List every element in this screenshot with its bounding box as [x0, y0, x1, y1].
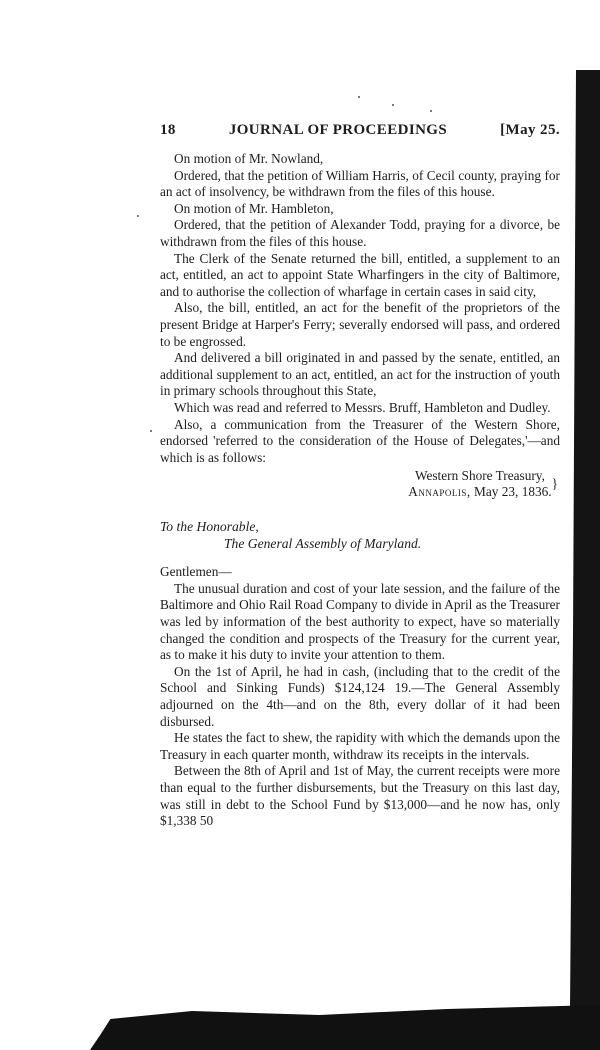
header-date: [May 25.: [500, 122, 560, 138]
page-number: 18: [160, 122, 176, 138]
paragraph: The unusual duration and cost of your late session, and the failure of the Baltimore and Ohio Rail Road Company to divide in April as the Treasurer was led by information of the best authority to expect, have so materially changed the condition and prospects of the Treasury for the current year, as to make it his duty to invite your attention to them.: [160, 580, 560, 663]
paragraph: On motion of Mr. Nowland,: [174, 151, 324, 166]
dateline-date: May 23, 1836.: [474, 484, 552, 500]
letter-address: [160, 518, 560, 552]
paragraph: Also, a communication from the Treasurer of the Western Shore, endorsed 'referred to the consideration of the House of Delegates,'—and which is as follows:: [160, 416, 560, 465]
paragraph: And delivered a bill originated in and passed by the senate, entitled, an additional supplement to an act, entitled, an act for the instruction of youth in primary schools throughout this State,: [160, 350, 560, 399]
paragraph: Also, the bill, entitled, an act for the benefit of the proprietors of the present Bridge at Harper's Ferry; severally endorsed will pass, and ordered to be engrossed.: [160, 300, 560, 349]
paragraph: Which was read and referred to Messrs. Bruff, Hambleton and Dudley.: [174, 399, 551, 415]
document-page: [160, 122, 560, 830]
ink-speck: [392, 104, 394, 106]
journal-body: [160, 151, 560, 466]
page-header: [160, 122, 560, 139]
dateline-office: Western Shore Treasury,: [414, 468, 545, 484]
ink-speck: [358, 96, 360, 98]
address-line: To the Honorable,: [160, 519, 259, 535]
salutation: Gentlemen—: [160, 564, 232, 580]
paragraph: He states the fact to shew, the rapidity with which the demands upon the Treasury in each quarter month, withdraw its receipts in the intervals.: [160, 730, 560, 762]
paragraph: Ordered, that the petition of Alexander Todd, praying for a divorce, be withdrawn from the files of this house.: [160, 217, 560, 249]
dateline-place: Annapolis,: [408, 484, 471, 500]
paragraph: Between the 8th of April and 1st of May, the current receipts were more than equal to the further disbursements, but the Treasury on this last day, was still in debt to the School Fund by $13,000—and he now has, only $1,338 50: [160, 763, 560, 829]
brace-glyph: }: [551, 475, 558, 491]
paragraph: On the 1st of April, he had in cash, (including that to the credit of the School and Sinking Funds) $124,124 19.—The General Assembly adjourned on the 4th—and on the 8th, every dollar of it had been disbursed.: [160, 663, 560, 729]
scan-shadow-bottom: [90, 1000, 600, 1050]
address-line: The General Assembly of Maryland.: [224, 536, 422, 552]
treasury-dateline: [160, 468, 560, 500]
ink-speck: [137, 215, 139, 217]
scan-shadow-right: [570, 70, 600, 1010]
paragraph: On motion of Mr. Hambleton,: [174, 200, 334, 216]
ink-speck: [430, 110, 432, 112]
paragraph: The Clerk of the Senate returned the bill, entitled, a supplement to an act, entitled, an act to appoint State Wharfingers in the city of Baltimore, and to authorise the collection of wharfage in certain cases in said city,: [160, 250, 560, 299]
paragraph: Ordered, that the petition of William Harris, of Cecil county, praying for an act of insolvency, be withdrawn from the files of this house.: [160, 167, 560, 200]
running-title: JOURNAL OF PROCEEDINGS: [228, 122, 448, 138]
letter-body: [160, 581, 560, 830]
ink-speck: [150, 430, 152, 432]
